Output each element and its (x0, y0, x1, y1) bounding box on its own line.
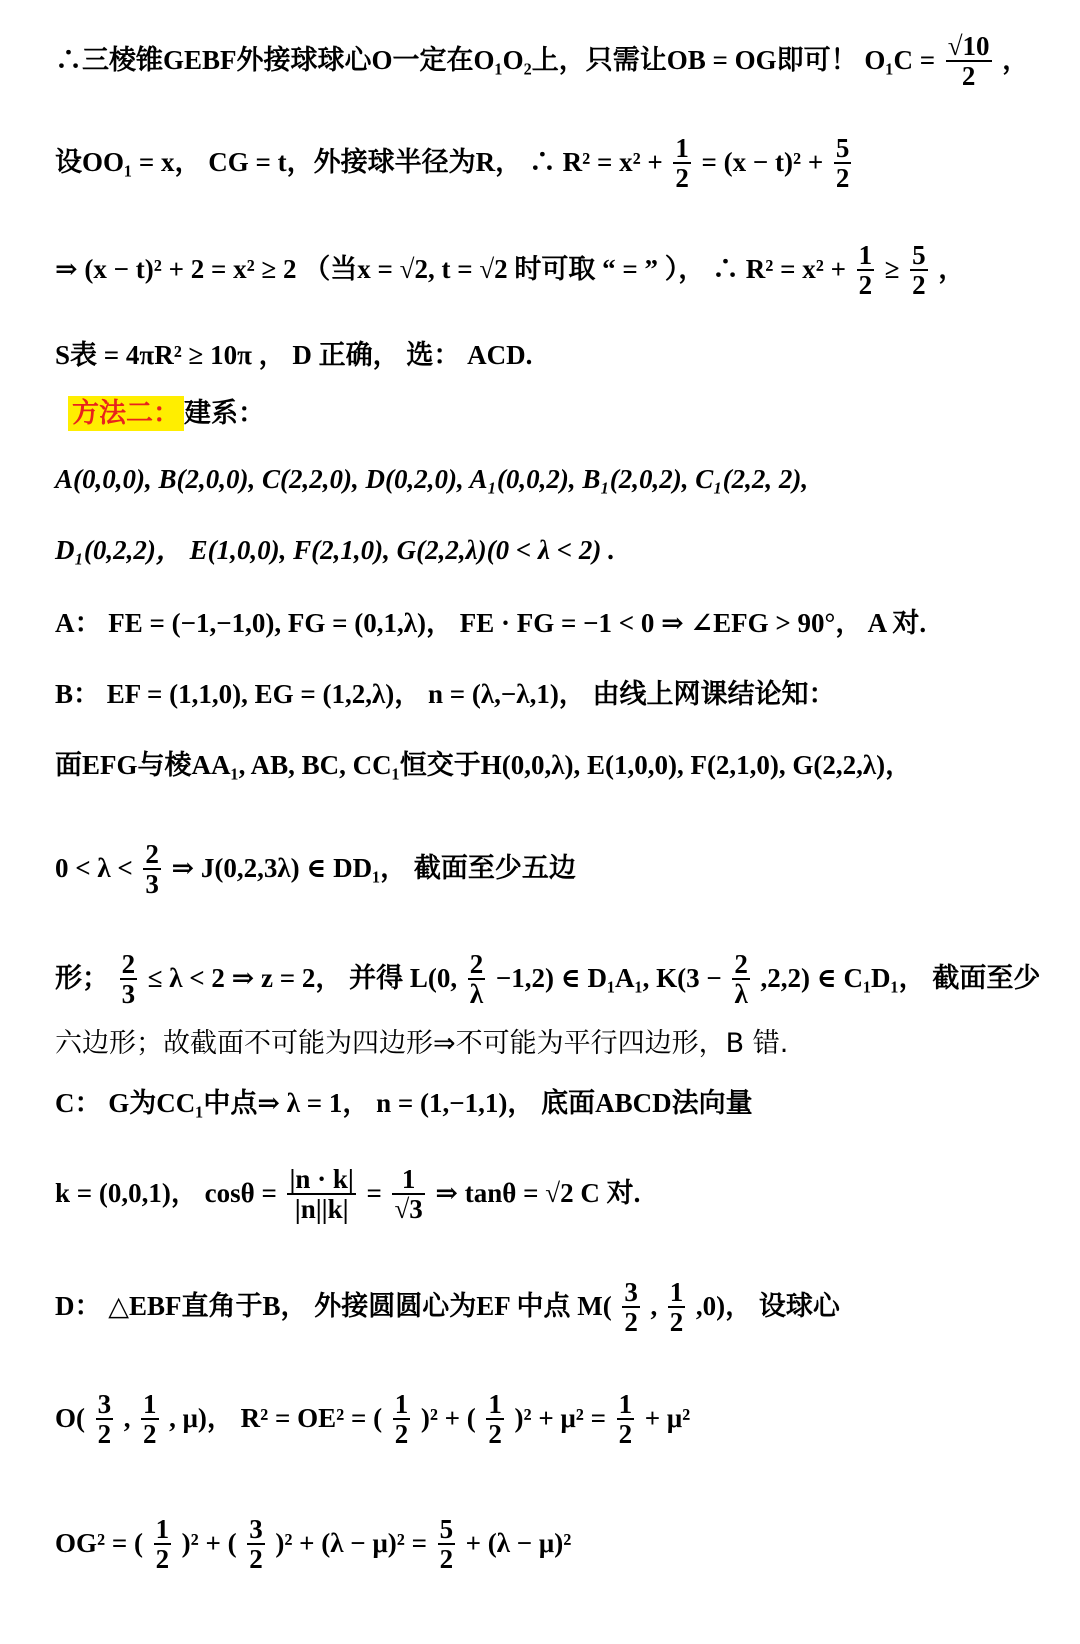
fraction (287, 1165, 355, 1224)
line-2-text: 设OO₁ = x， CG = t，外接球半径为R， ∴ R² = x² + (55, 146, 663, 177)
fraction (668, 1278, 686, 1337)
line-2-mid: = (x − t)² + (701, 146, 824, 177)
fraction (154, 1515, 172, 1574)
fraction (946, 32, 992, 91)
fraction (834, 134, 852, 193)
frac-num: 2 (145, 839, 159, 869)
fraction (120, 950, 138, 1009)
line-12 (55, 950, 1040, 1009)
line-9-text: B： EF = (1,1,0), EG = (1,2,λ)， n = (λ,−λ,1)， 由线上网课结论知： (55, 679, 836, 709)
frac-den: 3 (121, 979, 136, 1010)
frac-den: √3 (394, 1194, 423, 1225)
method-2-rest: 建系： (184, 398, 265, 429)
line-16-a: D： △EBF直角于B， 外接圆圆心为EF 中点 M( (55, 1290, 612, 1321)
line-18-b: )² + ( (181, 1527, 237, 1558)
fraction (468, 950, 486, 1009)
line-8-text: A： FE = (−1,−1,0), FG = (0,1,λ)， FE · FG = −1 < 0 ⇒ ∠EFG > 90°， A 对. (55, 608, 927, 638)
line-12-a: 形； (55, 962, 109, 993)
fraction (96, 1390, 114, 1449)
frac-den: |n||k| (294, 1194, 349, 1225)
fraction (141, 1390, 159, 1449)
line-7-text: D₁(0,2,2)， E(1,0,0), F(2,1,0), G(2,2,λ)(0 < λ < 2) . (55, 535, 615, 565)
fraction (393, 1390, 411, 1449)
line-15 (55, 1165, 640, 1224)
fraction (438, 1515, 456, 1574)
line-3-mid: ≥ (884, 253, 900, 284)
line-18-c: )² + (λ − μ)² = (275, 1527, 427, 1558)
line-11-b: ⇒ J(0,2,3λ) ∈ DD₁， 截面至少五边 (171, 852, 576, 883)
line-13 (55, 1030, 788, 1057)
line-3 (55, 241, 965, 300)
line-16-b: , (650, 1290, 658, 1321)
frac-num: 3 (249, 1514, 263, 1544)
fraction (622, 1278, 640, 1337)
method-heading (68, 400, 265, 427)
frac-den: 2 (858, 270, 873, 301)
line-15-a: k = (0,0,1)， cosθ = (55, 1177, 277, 1208)
line-3-text: ⇒ (x − t)² + 2 = x² ≥ 2 （当x = √2, t = √2 时可取 “ = ” ）， ∴ R² = x² + (55, 253, 847, 284)
frac-num: 1 (155, 1514, 170, 1544)
line-1 (55, 32, 1029, 91)
frac-den: 2 (675, 163, 689, 194)
line-6-text: A(0,0,0), B(2,0,0), C(2,2,0), D(0,2,0), A₁(0,0,2), B₁(2,0,2), C₁(2,2, 2), (55, 464, 809, 494)
frac-den: 2 (394, 1419, 409, 1450)
frac-den: 3 (145, 869, 159, 900)
frac-den: 2 (143, 1419, 157, 1450)
line-6 (55, 466, 808, 493)
frac-den: 2 (624, 1307, 638, 1338)
frac-den: 2 (618, 1419, 633, 1450)
frac-num: 2 (121, 949, 136, 979)
line-17-b: , (123, 1402, 131, 1433)
frac-num: 1 (675, 133, 689, 163)
frac-num: 1 (394, 1389, 409, 1419)
frac-den: λ (469, 979, 484, 1010)
line-14-text: C： G为CC₁中点⇒ λ = 1， n = (1,−1,1)， 底面ABCD法向量 (55, 1088, 753, 1118)
fraction (732, 950, 750, 1009)
line-18-a: OG² = ( (55, 1527, 143, 1558)
frac-num: √10 (947, 31, 990, 61)
line-1-tail: ， (1002, 44, 1030, 75)
fraction (486, 1390, 504, 1449)
fraction (910, 241, 928, 300)
fraction (247, 1515, 265, 1574)
fraction (392, 1165, 424, 1224)
line-11-a: 0 < λ < (55, 852, 133, 883)
line-2 (55, 134, 853, 193)
frac-num: 5 (439, 1514, 454, 1544)
frac-num: 2 (469, 949, 484, 979)
method-2-label: 方法二： (68, 396, 184, 431)
line-4 (55, 342, 532, 369)
frac-den: 2 (835, 163, 850, 194)
line-9 (55, 681, 836, 708)
line-12-c: −1,2) ∈ D₁A₁, K(3 − (495, 962, 722, 993)
frac-den: 2 (97, 1419, 112, 1450)
fraction (143, 840, 161, 899)
line-17-a: O( (55, 1402, 85, 1433)
line-17-c: , μ)， R² = OE² = ( (169, 1402, 383, 1433)
line-16-c: ,0)， 设球心 (695, 1290, 840, 1321)
frac-den: 2 (961, 61, 976, 92)
line-15-c: ⇒ tanθ = √2 C 对. (435, 1177, 641, 1208)
line-8 (55, 610, 926, 637)
line-12-d: ,2,2) ∈ C₁D₁， 截面至少 (760, 962, 1041, 993)
frac-den: λ (734, 979, 748, 1010)
frac-num: |n · k| (289, 1164, 354, 1194)
frac-den: 2 (439, 1544, 454, 1575)
fraction (617, 1390, 635, 1449)
fraction (673, 134, 691, 193)
frac-den: 2 (912, 270, 926, 301)
frac-num: 3 (97, 1389, 112, 1419)
line-4-text: S表 = 4πR² ≥ 10π ， D 正确， 选： ACD. (55, 340, 533, 370)
line-17-e: )² + μ² = (514, 1402, 606, 1433)
line-10-text: 面EFG与棱AA₁, AB, BC, CC₁恒交于H(0,0,λ), E(1,0,0), F(2,1,0), G(2,2,λ)， (55, 750, 913, 780)
line-3-tail: ， (938, 253, 966, 284)
frac-num: 1 (143, 1389, 157, 1419)
frac-num: 2 (734, 949, 748, 979)
line-12-b: ≤ λ < 2 ⇒ z = 2， 并得 L(0, (147, 962, 458, 993)
line-17 (55, 1390, 690, 1449)
frac-num: 3 (624, 1277, 638, 1307)
line-17-d: )² + ( (420, 1402, 476, 1433)
frac-den: 2 (155, 1544, 170, 1575)
frac-num: 5 (835, 133, 850, 163)
line-17-f: + μ² (644, 1402, 691, 1433)
fraction (857, 241, 875, 300)
line-14 (55, 1090, 753, 1117)
line-18 (55, 1515, 571, 1574)
line-15-b: = (366, 1177, 382, 1208)
line-1-text: ∴三棱锥GEBF外接球球心O一定在O₁O₂上，只需让OB = OG即可！ O₁C = (55, 44, 936, 75)
line-13-text: 六边形；故截面不可能为四边形⇒不可能为平行四边形，B 错. (55, 1028, 789, 1059)
frac-den: 2 (249, 1544, 263, 1575)
line-18-d: + (λ − μ)² (465, 1527, 572, 1558)
line-16 (55, 1278, 840, 1337)
frac-den: 2 (669, 1307, 684, 1338)
frac-num: 1 (488, 1389, 502, 1419)
frac-num: 1 (858, 240, 873, 270)
frac-num: 1 (618, 1389, 633, 1419)
line-11 (55, 840, 576, 899)
frac-num: 1 (669, 1277, 684, 1307)
line-7 (55, 537, 615, 564)
frac-num: 1 (392, 1165, 424, 1195)
frac-den: 2 (488, 1419, 502, 1450)
frac-num: 5 (912, 240, 926, 270)
line-10 (55, 752, 912, 779)
